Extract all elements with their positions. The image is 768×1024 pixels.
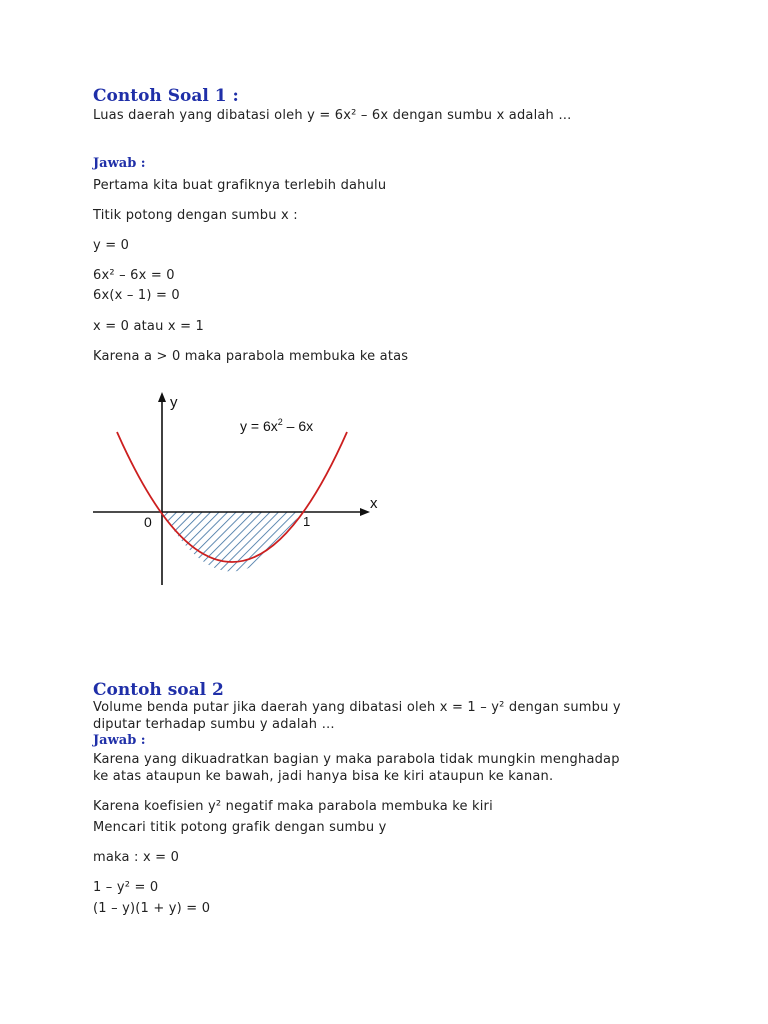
example2-line: Mencari titik potong grafik dengan sumbu y [93, 820, 387, 835]
example1-line: Karena a > 0 maka parabola membuka ke atas [93, 349, 409, 364]
example1-line: Titik potong dengan sumbu x : [93, 208, 298, 223]
example1-line: 6x(x – 1) = 0 [93, 288, 180, 303]
example2-question-line: Volume benda putar jika daerah yang dibatasi oleh x = 1 – y² dengan sumbu y [93, 700, 621, 715]
example2-question-line: diputar terhadap sumbu y adalah … [93, 717, 335, 732]
y-axis-label: y [170, 394, 178, 411]
example1-line: 6x² – 6x = 0 [93, 268, 175, 283]
x-axis-label: x [370, 495, 378, 512]
example2-line: maka : x = 0 [93, 850, 180, 865]
equation-label [240, 417, 313, 434]
example2-line: Karena yang dikuadratkan bagian y maka parabola tidak mungkin menghadap [93, 752, 620, 767]
example1-answer-label: Jawab : [93, 156, 146, 171]
example2-heading: Contoh soal 2 [93, 680, 224, 700]
equation-prefix: y = 6x [240, 418, 278, 434]
example1-line: Pertama kita buat grafiknya terlebih dahulu [93, 178, 387, 193]
origin-label: 0 [144, 514, 152, 530]
example1-line: y = 0 [93, 238, 130, 253]
example2-line: 1 – y² = 0 [93, 880, 159, 895]
parabola-graph [88, 388, 388, 593]
example1-question: Luas daerah yang dibatasi oleh y = 6x² – 6x dengan sumbu x adalah … [93, 108, 572, 123]
example1-heading: Contoh Soal 1 : [93, 86, 239, 106]
example2-line: (1 – y)(1 + y) = 0 [93, 901, 211, 916]
example2-line: Karena koefisien y² negatif maka parabola membuka ke kiri [93, 799, 493, 814]
x-axis-arrow-icon [360, 508, 370, 516]
y-axis-arrow-icon [158, 392, 166, 402]
equation-exponent: 2 [277, 417, 283, 427]
root-label: 1 [303, 514, 311, 529]
example1-line: x = 0 atau x = 1 [93, 319, 204, 334]
example2-line: ke atas ataupun ke bawah, jadi hanya bisa ke kiri ataupun ke kanan. [93, 769, 554, 784]
example2-answer-label: Jawab : [93, 733, 146, 748]
equation-suffix: – 6x [282, 418, 314, 434]
